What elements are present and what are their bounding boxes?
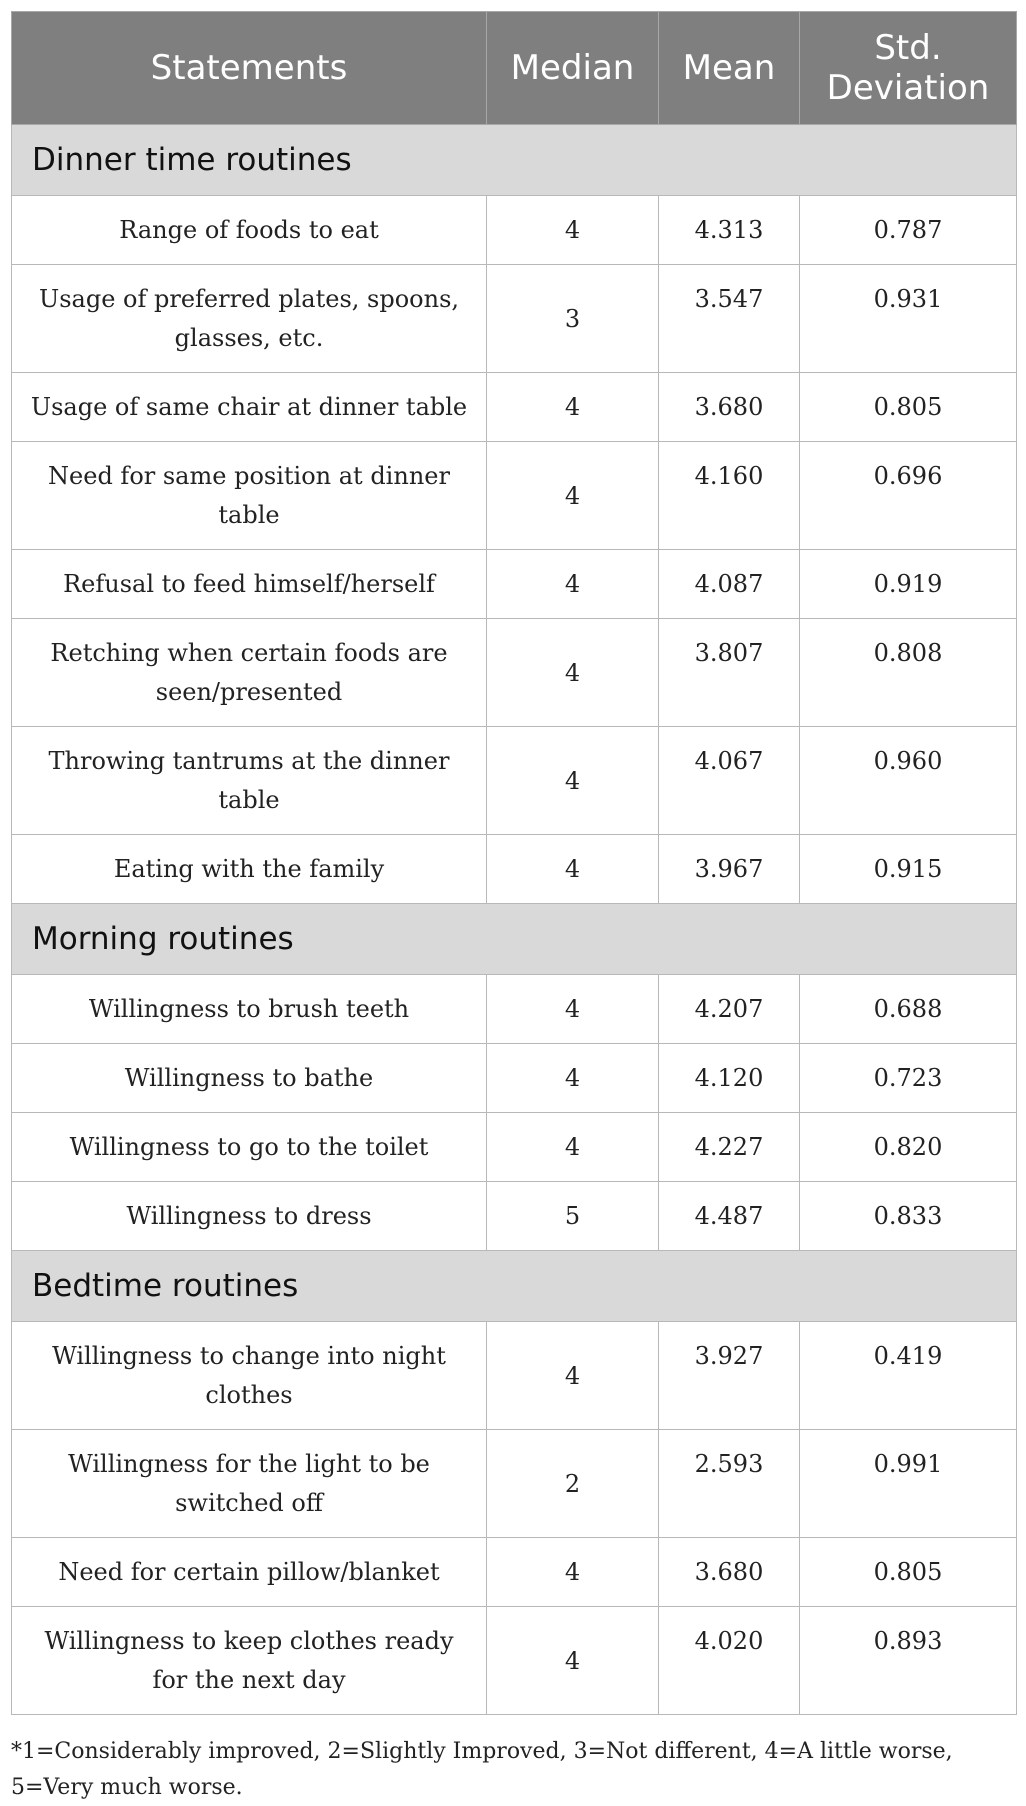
std-deviation-cell: 0.805	[800, 1538, 1017, 1607]
section-title: Dinner time routines	[12, 125, 1017, 196]
std-deviation-cell: 0.805	[800, 373, 1017, 442]
median-cell: 4	[487, 835, 659, 904]
header-median: Median	[487, 12, 659, 125]
mean-cell: 4.487	[659, 1182, 800, 1251]
statement-cell: Willingness to keep clothes ready for the next day	[12, 1607, 487, 1715]
section-row	[12, 1251, 1017, 1322]
std-deviation-cell: 0.787	[800, 196, 1017, 265]
median-cell: 4	[487, 442, 659, 550]
table-row	[12, 196, 1017, 265]
median-cell: 4	[487, 1538, 659, 1607]
mean-cell: 4.020	[659, 1607, 800, 1715]
median-cell: 4	[487, 1322, 659, 1430]
median-cell: 4	[487, 1607, 659, 1715]
std-deviation-cell: 0.960	[800, 727, 1017, 835]
statement-cell: Willingness to brush teeth	[12, 975, 487, 1044]
std-deviation-cell: 0.915	[800, 835, 1017, 904]
median-cell: 5	[487, 1182, 659, 1251]
mean-cell: 3.680	[659, 1538, 800, 1607]
median-cell: 4	[487, 196, 659, 265]
mean-cell: 3.927	[659, 1322, 800, 1430]
section-row	[12, 904, 1017, 975]
median-cell: 4	[487, 1113, 659, 1182]
mean-cell: 4.067	[659, 727, 800, 835]
table-row	[12, 975, 1017, 1044]
mean-cell: 4.227	[659, 1113, 800, 1182]
statement-cell: Usage of preferred plates, spoons, glasses, etc.	[12, 265, 487, 373]
results-table-container	[11, 11, 1016, 1715]
median-cell: 4	[487, 619, 659, 727]
table-row	[12, 835, 1017, 904]
median-cell: 4	[487, 727, 659, 835]
table-row	[12, 265, 1017, 373]
median-cell: 4	[487, 975, 659, 1044]
table-row	[12, 442, 1017, 550]
statement-cell: Need for same position at dinner table	[12, 442, 487, 550]
std-deviation-cell: 0.991	[800, 1430, 1017, 1538]
table-body	[12, 125, 1017, 1715]
statement-cell: Willingness to change into night clothes	[12, 1322, 487, 1430]
table-row	[12, 1322, 1017, 1430]
std-deviation-cell: 0.893	[800, 1607, 1017, 1715]
std-deviation-cell: 0.419	[800, 1322, 1017, 1430]
header-statements: Statements	[12, 12, 487, 125]
table-row	[12, 727, 1017, 835]
mean-cell: 3.807	[659, 619, 800, 727]
mean-cell: 4.120	[659, 1044, 800, 1113]
section-title: Bedtime routines	[12, 1251, 1017, 1322]
table-row	[12, 1113, 1017, 1182]
statement-cell: Willingness to dress	[12, 1182, 487, 1251]
table-row	[12, 550, 1017, 619]
table-row	[12, 619, 1017, 727]
std-deviation-cell: 0.820	[800, 1113, 1017, 1182]
header-std-deviation: Std. Deviation	[800, 12, 1017, 125]
table-row	[12, 1607, 1017, 1715]
statement-cell: Usage of same chair at dinner table	[12, 373, 487, 442]
std-deviation-cell: 0.919	[800, 550, 1017, 619]
mean-cell: 3.547	[659, 265, 800, 373]
std-deviation-cell: 0.833	[800, 1182, 1017, 1251]
mean-cell: 4.160	[659, 442, 800, 550]
table-row	[12, 1044, 1017, 1113]
table-row	[12, 373, 1017, 442]
mean-cell: 3.680	[659, 373, 800, 442]
median-cell: 2	[487, 1430, 659, 1538]
mean-cell: 4.207	[659, 975, 800, 1044]
std-deviation-cell: 0.696	[800, 442, 1017, 550]
median-cell: 4	[487, 373, 659, 442]
results-table	[11, 11, 1017, 1715]
header-row	[12, 12, 1017, 125]
section-row	[12, 125, 1017, 196]
statement-cell: Throwing tantrums at the dinner table	[12, 727, 487, 835]
statement-cell: Willingness to bathe	[12, 1044, 487, 1113]
mean-cell: 3.967	[659, 835, 800, 904]
footnote: *1=Considerably improved, 2=Slightly Improved, 3=Not different, 4=A little worse, 5=Very much worse.	[11, 1739, 953, 1800]
section-title: Morning routines	[12, 904, 1017, 975]
std-deviation-cell: 0.931	[800, 265, 1017, 373]
median-cell: 4	[487, 1044, 659, 1113]
std-deviation-cell: 0.723	[800, 1044, 1017, 1113]
table-row	[12, 1430, 1017, 1538]
mean-cell: 4.087	[659, 550, 800, 619]
statement-cell: Eating with the family	[12, 835, 487, 904]
mean-cell: 4.313	[659, 196, 800, 265]
statement-cell: Range of foods to eat	[12, 196, 487, 265]
statement-cell: Need for certain pillow/blanket	[12, 1538, 487, 1607]
statement-cell: Willingness to go to the toilet	[12, 1113, 487, 1182]
statement-cell: Willingness for the light to be switched off	[12, 1430, 487, 1538]
statement-cell: Retching when certain foods are seen/presented	[12, 619, 487, 727]
table-row	[12, 1182, 1017, 1251]
table-row	[12, 1538, 1017, 1607]
header-mean: Mean	[659, 12, 800, 125]
mean-cell: 2.593	[659, 1430, 800, 1538]
median-cell: 4	[487, 550, 659, 619]
std-deviation-cell: 0.688	[800, 975, 1017, 1044]
statement-cell: Refusal to feed himself/herself	[12, 550, 487, 619]
std-deviation-cell: 0.808	[800, 619, 1017, 727]
median-cell: 3	[487, 265, 659, 373]
